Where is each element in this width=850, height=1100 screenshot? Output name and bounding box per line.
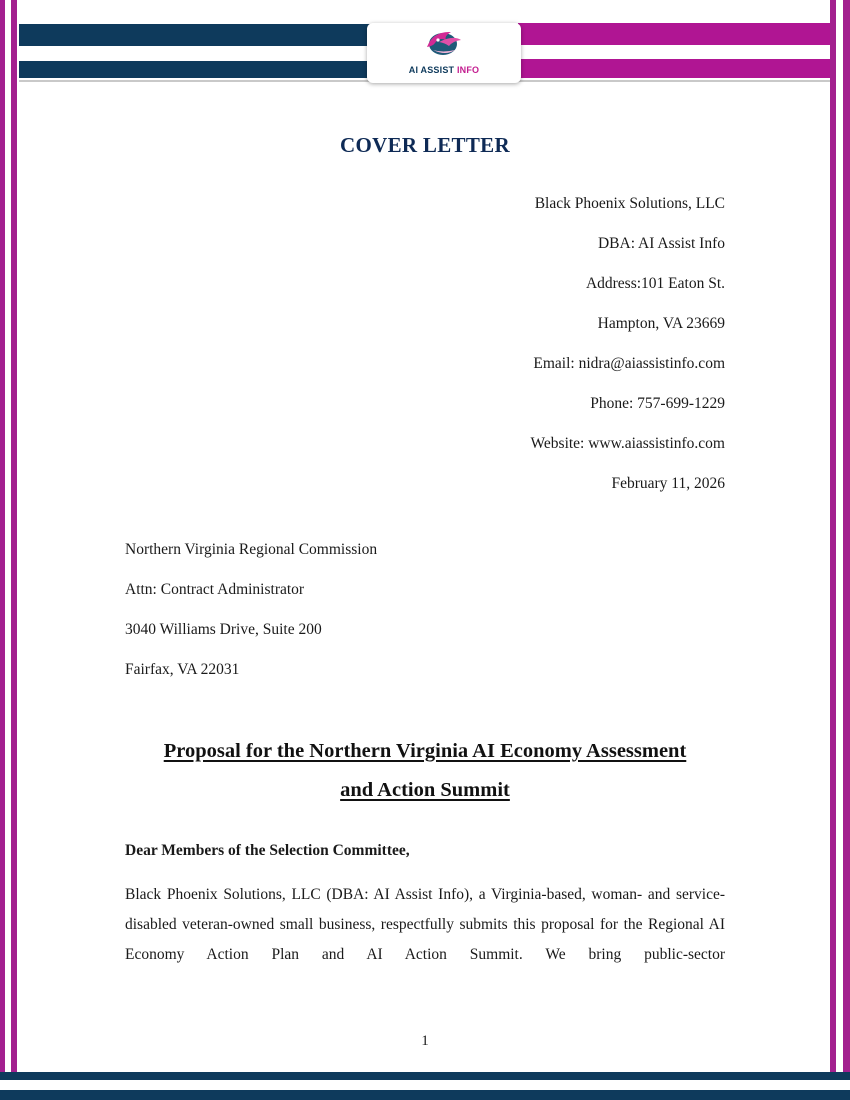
phoenix-logo-icon <box>367 23 521 65</box>
sender-city: Hampton, VA 23669 <box>597 315 725 332</box>
logo-wordmark: AI ASSIST INFO <box>408 65 480 75</box>
left-border-inner <box>11 0 17 1072</box>
recipient-city: Fairfax, VA 22031 <box>125 661 240 678</box>
right-border-outer <box>843 0 850 1072</box>
sender-company: Black Phoenix Solutions, LLC <box>534 195 725 212</box>
recipient-organization: Northern Virginia Regional Commission <box>125 541 378 558</box>
footer-gap <box>0 1080 850 1090</box>
header-navy-bar-bottom <box>19 61 371 78</box>
salutation: Dear Members of the Selection Committee, <box>125 842 410 859</box>
recipient-attn: Attn: Contract Administrator <box>125 581 305 598</box>
header-magenta-bar-top <box>518 23 830 45</box>
right-border-inner <box>830 0 836 1072</box>
proposal-heading-line2: and Action Summit <box>340 779 510 801</box>
header-navy-bar-top <box>19 24 371 46</box>
company-logo <box>367 23 521 83</box>
document-title: COVER LETTER <box>340 133 510 157</box>
header-magenta-bar-bottom <box>518 59 830 78</box>
recipient-address: 3040 Williams Drive, Suite 200 <box>125 621 322 638</box>
sender-phone: Phone: 757-699-1229 <box>590 395 725 412</box>
sender-website: Website: www.aiassistinfo.com <box>530 435 725 452</box>
letter-date: February 11, 2026 <box>611 475 725 492</box>
sender-email: Email: nidra@aiassistinfo.com <box>533 355 725 372</box>
footer-navy-bar-bottom <box>0 1090 850 1100</box>
footer-navy-bar <box>0 1072 850 1080</box>
body-paragraph: Black Phoenix Solutions, LLC (DBA: AI Assist Info), a Virginia-based, woman- and service-disabled veteran-owned small business, respectfully submits this proposal for the Regional AI Economy Action Plan and AI Action Summit. We bring public-sector <box>125 886 725 963</box>
left-border-outer <box>0 0 5 1072</box>
sender-address: Address:101 Eaton St. <box>585 275 725 292</box>
proposal-heading-line1: Proposal for the Northern Virginia AI Economy Assessment <box>163 740 687 762</box>
page-number: 1 <box>421 1033 429 1049</box>
sender-dba: DBA: AI Assist Info <box>597 235 725 252</box>
